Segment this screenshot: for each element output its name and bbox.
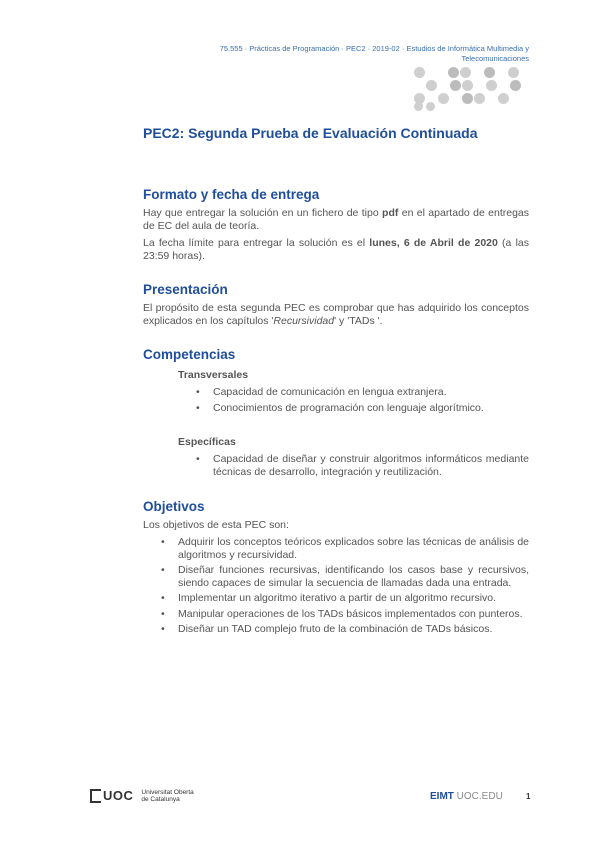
list-item: • Diseñar funciones recursivas, identificando los casos base y recursivos, siendo capaces de simular la secuencia de llamadas dada una entrada.	[178, 564, 529, 589]
list-item: • Capacidad de diseñar y construir algoritmos informáticos mediante técnicas de desarrollo, integración y reutilización.	[213, 453, 529, 478]
list-item: • Capacidad de comunicación en lengua extranjera.	[213, 386, 529, 399]
header-course-line: 75.555 · Prácticas de Programación · PEC2 · 2019-02 · Estudios de Informática Multimedia y	[219, 44, 529, 53]
section-heading-competencias: Competencias	[143, 347, 236, 362]
uoc-logo: UOC Universitat Oberta de Catalunya	[90, 788, 194, 803]
transversales-list	[213, 386, 529, 417]
uoc-logo-icon	[90, 789, 101, 803]
page-number: 1	[526, 792, 531, 801]
formato-paragraph-2: La fecha límite para entregar la solución es el lunes, 6 de Abril de 2020 (a las 23:59 horas).	[143, 237, 529, 262]
list-item: • Adquirir los conceptos teóricos explicados sobre las técnicas de análisis de algoritmos y recursividad.	[178, 536, 529, 561]
subheading-transversales: Transversales	[178, 369, 249, 381]
list-item: • Conocimientos de programación con lenguaje algorítmico.	[213, 402, 529, 415]
objetivos-list	[178, 536, 529, 639]
header-course-line-2: Telecomunicaciones	[461, 54, 529, 63]
especificas-list	[213, 453, 529, 481]
section-heading-formato: Formato y fecha de entrega	[143, 187, 320, 202]
list-item: • Manipular operaciones de los TADs básicos implementados con punteros.	[178, 608, 529, 621]
subheading-especificas: Específicas	[178, 436, 236, 448]
objetivos-intro: Los objetivos de esta PEC son:	[143, 519, 289, 531]
section-heading-objetivos: Objetivos	[143, 499, 205, 514]
section-heading-presentacion: Presentación	[143, 282, 228, 297]
formato-paragraph-1: Hay que entregar la solución en un fichero de tipo pdf en el apartado de entregas de EC del aula de teoría.	[143, 207, 529, 232]
page-title: PEC2: Segunda Prueba de Evaluación Continuada	[143, 125, 478, 141]
list-item: • Implementar un algoritmo iterativo a partir de un algoritmo recursivo.	[178, 592, 529, 605]
list-item: • Diseñar un TAD complejo fruto de la combinación de TADs básicos.	[178, 623, 529, 636]
eimt-logo: EIMT UOC.EDU	[430, 791, 503, 802]
header-dots-graphic	[410, 64, 530, 114]
presentacion-paragraph: El propósito de esta segunda PEC es comprobar que has adquirido los conceptos explicados en los capítulos 'Recursividad' y 'TADs '.	[143, 302, 529, 327]
